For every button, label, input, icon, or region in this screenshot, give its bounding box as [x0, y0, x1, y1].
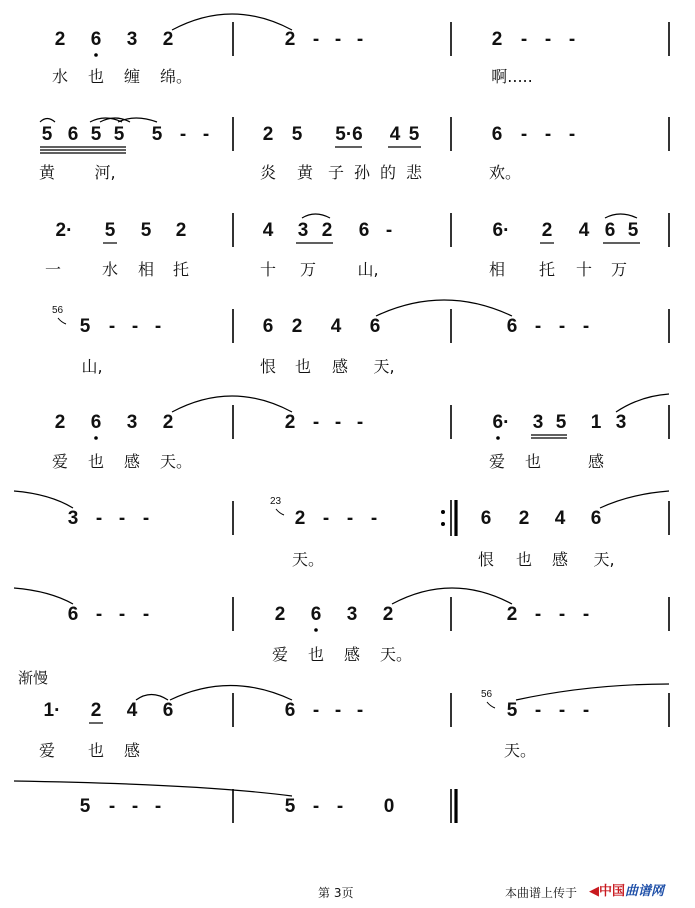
note: 6	[67, 124, 79, 145]
note: 2·	[55, 220, 73, 241]
lyric-syllable: 爱	[51, 452, 69, 471]
lyric-syllable: 托	[172, 260, 190, 279]
logo-text-main: 中国	[599, 884, 626, 899]
lyric-syllable: 感	[123, 452, 141, 471]
note: 6	[262, 316, 274, 337]
note: 2	[518, 508, 530, 529]
note: 3	[126, 412, 138, 433]
note: 2	[321, 220, 333, 241]
lyric-syllable: 绵。	[159, 67, 193, 86]
duration-dash: -	[356, 29, 364, 50]
note: 3	[67, 508, 79, 529]
lyric-syllable: 悲	[405, 163, 423, 182]
duration-dash: -	[312, 796, 320, 817]
note: 2	[175, 220, 187, 241]
note: 6	[162, 700, 174, 721]
note: 3	[346, 604, 358, 625]
note: 2	[506, 604, 518, 625]
lyric-syllable: 河,	[94, 163, 116, 182]
logo-icon: ◀	[589, 884, 599, 899]
lyric-syllable: 天。	[159, 452, 193, 471]
lyric-syllable: 也	[307, 645, 325, 664]
duration-dash: -	[558, 316, 566, 337]
duration-dash: -	[520, 29, 528, 50]
duration-dash: -	[95, 508, 103, 529]
note: 6	[491, 124, 503, 145]
duration-dash: -	[544, 29, 552, 50]
note: 4	[389, 124, 401, 145]
duration-dash: -	[154, 316, 162, 337]
note: 5·6	[335, 124, 363, 145]
duration-dash: -	[108, 796, 116, 817]
duration-dash: -	[154, 796, 162, 817]
lyric-syllable: 恨	[259, 357, 277, 376]
duration-dash: -	[356, 412, 364, 433]
note: 2	[291, 316, 303, 337]
duration-dash: -	[142, 604, 150, 625]
grace-note: 56	[481, 689, 493, 700]
lyric-syllable: 炎	[259, 163, 277, 182]
note: 5	[104, 220, 116, 241]
note: 5	[41, 124, 53, 145]
note: 5	[151, 124, 163, 145]
lyric-syllable: 也	[515, 550, 533, 569]
duration-dash: -	[558, 604, 566, 625]
lyric-syllable: 孙	[353, 163, 371, 182]
duration-dash: -	[131, 316, 139, 337]
logo-text-accent: 曲谱网	[625, 884, 665, 899]
note: 6	[480, 508, 492, 529]
duration-dash: -	[334, 29, 342, 50]
note: 3	[297, 220, 309, 241]
note: 2	[541, 220, 553, 241]
note: 2	[262, 124, 274, 145]
duration-dash: -	[179, 124, 187, 145]
lyric-syllable: 也	[87, 741, 105, 760]
duration-dash: -	[582, 316, 590, 337]
duration-dash: -	[334, 412, 342, 433]
note: 2	[90, 700, 102, 721]
upload-source-label: 本曲谱上传于	[505, 886, 578, 900]
note: 6	[590, 508, 602, 529]
lyric-syllable: 相	[488, 260, 506, 279]
note: 6	[284, 700, 296, 721]
note: 6	[67, 604, 79, 625]
note: 5	[291, 124, 303, 145]
tempo-mark: 渐慢	[18, 669, 49, 687]
lyric-syllable: 相	[137, 260, 155, 279]
note: 1	[590, 412, 602, 433]
lyric-syllable: 感	[331, 357, 349, 376]
note: 2	[294, 508, 306, 529]
duration-dash: -	[534, 700, 542, 721]
lyric-syllable: 十	[575, 260, 593, 279]
note: 6	[310, 604, 322, 625]
note: 5	[284, 796, 296, 817]
lyric-syllable: 天。	[379, 645, 413, 664]
lyric-syllable: 天,	[373, 357, 395, 376]
lyric-syllable: 水	[51, 67, 69, 86]
duration-dash: -	[534, 316, 542, 337]
lyric-syllable: 十	[259, 260, 277, 279]
duration-dash: -	[558, 700, 566, 721]
grace-note: 23	[270, 496, 282, 507]
note: 4	[126, 700, 138, 721]
duration-dash: -	[118, 508, 126, 529]
duration-dash: -	[312, 700, 320, 721]
lyric-syllable: 也	[87, 67, 105, 86]
lyric-syllable: 托	[538, 260, 556, 279]
note: 5	[90, 124, 102, 145]
duration-dash: -	[520, 124, 528, 145]
note: 6	[369, 316, 381, 337]
lyric-syllable: 天。	[291, 550, 325, 569]
lyric-syllable: 一	[44, 260, 62, 279]
duration-dash: -	[582, 604, 590, 625]
duration-dash: -	[334, 700, 342, 721]
duration-dash: -	[568, 29, 576, 50]
note: 2	[274, 604, 286, 625]
note: 4	[578, 220, 590, 241]
duration-dash: -	[95, 604, 103, 625]
note: 6·	[492, 220, 510, 241]
note: 5	[408, 124, 420, 145]
lyric-syllable: 山,	[81, 357, 103, 376]
grace-note: 56	[52, 305, 64, 316]
lyric-syllable: 也	[87, 452, 105, 471]
duration-dash: -	[336, 796, 344, 817]
lyric-syllable: 黄	[38, 163, 56, 182]
note: 5	[627, 220, 639, 241]
note: 6	[604, 220, 616, 241]
note: 6	[90, 29, 102, 50]
note: 6·	[492, 412, 510, 433]
lyric-syllable: 缠	[123, 67, 141, 86]
note: 2	[54, 29, 66, 50]
note: 2	[162, 412, 174, 433]
duration-dash: -	[202, 124, 210, 145]
note: 3	[532, 412, 544, 433]
note: 4	[262, 220, 274, 241]
note: 4	[554, 508, 566, 529]
lyric-syllable: 天,	[593, 550, 615, 569]
note: 2	[382, 604, 394, 625]
lyric-syllable: 感	[343, 645, 361, 664]
duration-dash: -	[370, 508, 378, 529]
note: 6	[506, 316, 518, 337]
lyric-syllable: 万	[610, 260, 628, 279]
duration-dash: -	[534, 604, 542, 625]
note: 5	[79, 796, 91, 817]
lyric-syllable: 天。	[503, 741, 537, 760]
lyric-syllable: 也	[294, 357, 312, 376]
duration-dash: -	[322, 508, 330, 529]
duration-dash: -	[582, 700, 590, 721]
duration-dash: -	[385, 220, 393, 241]
note: 5	[555, 412, 567, 433]
note: 3	[615, 412, 627, 433]
lyric-syllable: 感	[587, 452, 605, 471]
duration-dash: -	[346, 508, 354, 529]
note: 0	[383, 796, 395, 817]
note: 5	[79, 316, 91, 337]
lyric-syllable: 水	[101, 260, 119, 279]
note: 5	[506, 700, 518, 721]
lyric-syllable: 爱	[488, 452, 506, 471]
note: 2	[284, 412, 296, 433]
note: 6	[358, 220, 370, 241]
page-number: 第 3页	[318, 886, 354, 900]
duration-dash: -	[108, 316, 116, 337]
duration-dash: -	[568, 124, 576, 145]
duration-dash: -	[131, 796, 139, 817]
lyric-syllable: 黄	[296, 163, 314, 182]
lyric-syllable: 爱	[271, 645, 289, 664]
lyric-syllable: 也	[524, 452, 542, 471]
note: 5	[113, 124, 125, 145]
lyric-syllable: 欢。	[488, 163, 522, 182]
duration-dash: -	[142, 508, 150, 529]
lyric-syllable: 的	[379, 163, 397, 182]
duration-dash: -	[356, 700, 364, 721]
duration-dash: -	[544, 124, 552, 145]
lyric-syllable: 山,	[357, 260, 379, 279]
note: 5	[140, 220, 152, 241]
duration-dash: -	[312, 29, 320, 50]
lyric-syllable: 感	[123, 741, 141, 760]
lyric-syllable: 感	[551, 550, 569, 569]
note: 4	[330, 316, 342, 337]
note: 2	[284, 29, 296, 50]
note: 2	[162, 29, 174, 50]
lyric-syllable: 啊.....	[491, 67, 533, 86]
lyric-syllable: 万	[299, 260, 317, 279]
lyric-syllable: 爱	[38, 741, 56, 760]
lyric-syllable: 子	[327, 163, 345, 182]
duration-dash: -	[312, 412, 320, 433]
duration-dash: -	[118, 604, 126, 625]
note: 1·	[43, 700, 61, 721]
lyric-syllable: 恨	[477, 550, 495, 569]
site-logo[interactable]	[589, 880, 664, 899]
note: 2	[54, 412, 66, 433]
note: 3	[126, 29, 138, 50]
note: 2	[491, 29, 503, 50]
note: 6	[90, 412, 102, 433]
